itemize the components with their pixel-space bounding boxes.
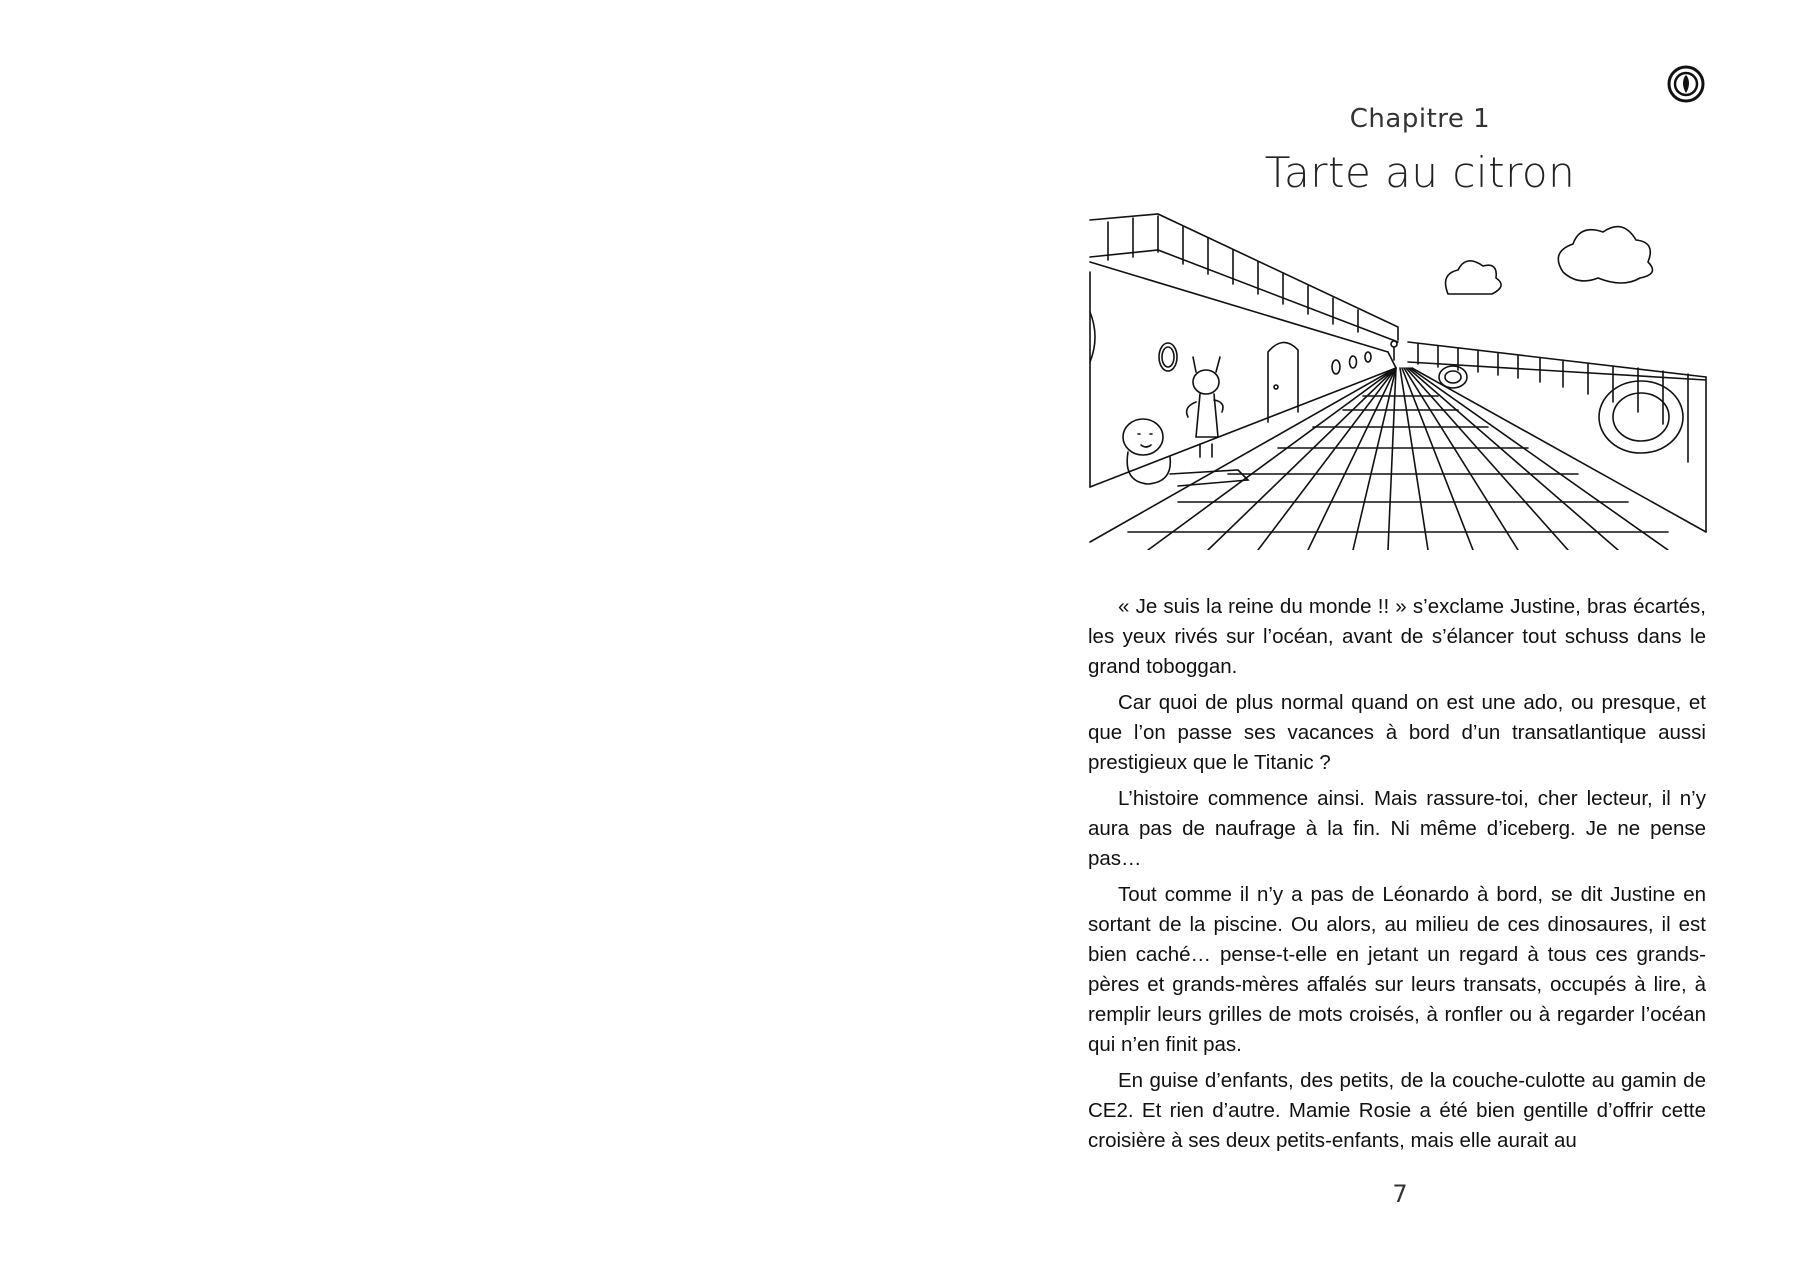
- chapter-body-text: [1088, 592, 1706, 1162]
- paragraph: L’histoire commence ainsi. Mais rassure-toi, cher lecteur, il n’y aura pas de naufrage à la fin. Ni même d’iceberg. Je ne pense pas…: [1088, 787, 1706, 870]
- paragraph: « Je suis la reine du monde !! » s’exclame Justine, bras écartés, les yeux rivés sur l’océan, avant de s’élancer tout schuss dans le grand toboggan.: [1088, 595, 1706, 678]
- left-page-blank: [0, 0, 909, 1276]
- spiral-logo-icon: [1667, 65, 1705, 103]
- ship-deck-illustration: [1088, 212, 1708, 550]
- page-number: 7: [1392, 1180, 1408, 1208]
- paragraph: En guise d’enfants, des petits, de la couche-culotte au gamin de CE2. Et rien d’autre. Mamie Rosie a été bien gentille d’offrir cette croisière à ses deux petits-enfants, mais elle aurait au: [1088, 1069, 1706, 1152]
- chapter-label: Chapitre 1: [1349, 104, 1491, 134]
- chapter-title: Tarte au citron: [1264, 148, 1576, 197]
- paragraph: Tout comme il n’y a pas de Léonardo à bord, se dit Justine en sortant de la piscine. Ou alors, au milieu de ces dinosaures, il est bien caché… pense-t-elle en jetant un regard à tous ces grands-pères et grands-mères affalés sur leurs transats, occupés à lire, à remplir leurs grilles de mots croisés, à ronfler ou à regarder l’océan qui n’en finit pas.: [1088, 883, 1706, 1056]
- paragraph: Car quoi de plus normal quand on est une ado, ou presque, et que l’on passe ses vacances à bord d’un transatlantique aussi prestigieux que le Titanic ?: [1088, 691, 1706, 774]
